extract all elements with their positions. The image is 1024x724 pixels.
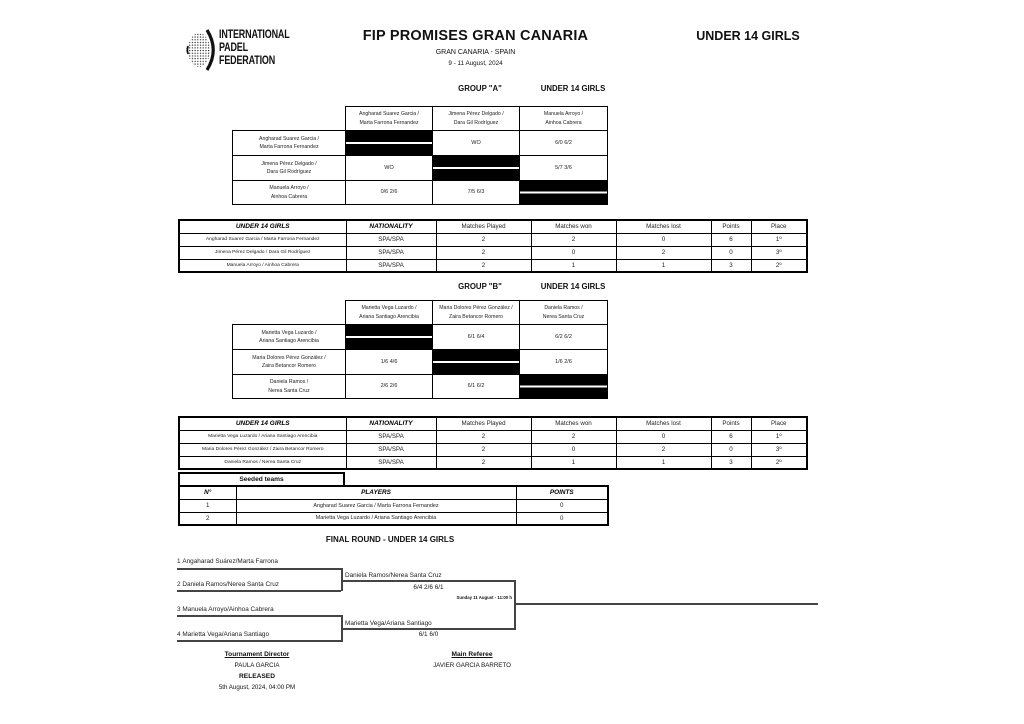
semifinal-1-winner: Daniela Ramos/Nerea Santa Cruz (345, 572, 442, 579)
nationality: SPA/SPA (346, 456, 436, 469)
standings-header: NATIONALITY (346, 417, 436, 430)
seed-points: 0 (516, 512, 608, 525)
event-dates: 9 - 11 August, 2024 (448, 60, 503, 67)
table-row (179, 499, 608, 512)
semifinal-2-winner: Marietta Vega/Ariana Santiago (345, 620, 432, 627)
score-cell: 6/0 6/2 (520, 131, 608, 156)
points: 0 (711, 246, 751, 259)
place: 3º (751, 246, 807, 259)
score-cell: 1/6 4/6 (346, 350, 433, 375)
matches-lost: 2 (616, 246, 711, 259)
matches-won: 2 (531, 233, 616, 246)
table-row (179, 512, 608, 525)
points: 6 (711, 233, 751, 246)
table-row (179, 246, 807, 259)
score-cell: WO (433, 131, 520, 156)
matrix-col-header: Maria Dolores Pérez González / Zaira Betancor Romero (433, 301, 520, 325)
matrix-diagonal-cell (520, 181, 608, 205)
fip-logo (186, 28, 220, 77)
bracket-connector (514, 580, 516, 629)
matrix-col-header: Marietta Vega Luzardo / Ariana Santiago Arencibia (346, 301, 433, 325)
matrix-row-header: Maria Dolores Pérez González / Zaira Betancor Romero (233, 350, 346, 375)
nationality: SPA/SPA (346, 233, 436, 246)
table-row (179, 430, 807, 443)
matrix-corner (233, 107, 346, 131)
category-label: UNDER 14 GIRLS (696, 29, 800, 43)
matches-won: 1 (531, 456, 616, 469)
matches-lost: 1 (616, 456, 711, 469)
seed-number: 1 (179, 499, 236, 512)
padel-racket-icon (186, 28, 220, 72)
matrix-row-header: Angharad Suarez Garcia / Marta Farrona Fernandez (233, 131, 346, 156)
matches-played: 2 (436, 430, 531, 443)
seed-players: Marietta Vega Luzardo / Ariana Santiago Arencibia (236, 512, 516, 525)
bracket-connector (341, 568, 343, 591)
seed-number: 2 (179, 512, 236, 525)
matrix-row-header: Manuela Arroyo / Ainhoa Cabrera (233, 181, 346, 205)
points: 3 (711, 259, 751, 272)
group-b-category: UNDER 14 GIRLS (540, 282, 606, 291)
bracket-connector (341, 615, 343, 642)
score-cell: 2/6 2/6 (346, 375, 433, 399)
score-cell: WO (346, 156, 433, 181)
place: 1º (751, 233, 807, 246)
matches-won: 2 (531, 430, 616, 443)
matrix-diagonal-cell (520, 375, 608, 399)
matrix-diagonal-cell (433, 350, 520, 375)
group-b-matrix (232, 300, 608, 399)
table-row (179, 233, 807, 246)
team-name: Angharad Suarez Garcia / Marta Farrona Fernandez (179, 233, 346, 246)
tournament-director-label: Tournament Director (224, 651, 290, 658)
matches-played: 2 (436, 233, 531, 246)
score-cell: 6/2 6/2 (520, 325, 608, 350)
matrix-row-header: Jimena Pérez Delgado / Dara Gil Rodríguez (233, 156, 346, 181)
matrix-diagonal-cell (346, 131, 433, 156)
header-center (318, 28, 633, 67)
seeded-header-players: PLAYERS (236, 486, 516, 499)
score-cell: 1/6 2/6 (520, 350, 608, 375)
standings-header: Points (711, 417, 751, 430)
nationality: SPA/SPA (346, 430, 436, 443)
team-name: Manuela Arroyo / Ainhoa Cabrera (179, 259, 346, 272)
main-referee-block (412, 651, 532, 669)
main-referee-name: JAVIER GARCIA BARRETO (433, 662, 511, 669)
bracket-line (177, 615, 341, 617)
score-cell: 7/5 6/3 (433, 181, 520, 205)
logo-wordmark (219, 29, 290, 68)
score-cell: 6/1 6/2 (433, 375, 520, 399)
standings-header: Matches Played (436, 220, 531, 233)
table-row (179, 259, 807, 272)
standings-header: Matches won (531, 417, 616, 430)
standings-header: Place (751, 220, 807, 233)
team-name: Marietta Vega Luzardo / Ariana Santiago Arencibia (179, 430, 346, 443)
matches-lost: 1 (616, 259, 711, 272)
matches-won: 0 (531, 246, 616, 259)
group-b-standings (178, 416, 808, 470)
logo-line: PADEL (219, 42, 248, 54)
group-b-label: GROUP "B" (458, 282, 502, 291)
bracket-line (341, 580, 516, 582)
standings-header: Matches lost (616, 220, 711, 233)
bracket-line (177, 590, 341, 592)
seeded-teams-label: Seeded teams (178, 472, 345, 487)
bracket-entry-4: 4 Marietta Vega/Ariana Santiago (177, 631, 270, 638)
matrix-col-header: Jimena Pérez Delgado / Dara Gil Rodríguez (433, 107, 520, 131)
standings-header: Matches lost (616, 417, 711, 430)
place: 3º (751, 443, 807, 456)
points: 3 (711, 456, 751, 469)
standings-header: Matches Played (436, 417, 531, 430)
nationality: SPA/SPA (346, 443, 436, 456)
main-referee-label: Main Referee (451, 651, 493, 658)
place: 1º (751, 430, 807, 443)
standings-header: UNDER 14 GIRLS (179, 220, 346, 233)
score-cell: 6/1 6/4 (433, 325, 520, 350)
points: 6 (711, 430, 751, 443)
page-subtitle: GRAN CANARIA - SPAIN (435, 49, 516, 56)
matrix-col-header: Angharad Suarez Garcia / Marta Farrona Fernandez (346, 107, 433, 131)
score-cell: 5/7 3/6 (520, 156, 608, 181)
tournament-director-block (197, 651, 317, 691)
matches-played: 2 (436, 443, 531, 456)
semifinal-2-score: 6/1 6/0 (418, 631, 439, 638)
matrix-row-header: Marietta Vega Luzardo / Ariana Santiago Arencibia (233, 325, 346, 350)
matches-played: 2 (436, 259, 531, 272)
matches-won: 0 (531, 443, 616, 456)
bracket-entry-2: 2 Daniela Ramos/Nerea Santa Cruz (177, 581, 279, 588)
tournament-director-name: PAULA GARCIA (234, 662, 280, 669)
seeded-header-points: POINTS (516, 486, 608, 499)
nationality: SPA/SPA (346, 259, 436, 272)
bracket-line (177, 640, 341, 642)
matches-won: 1 (531, 259, 616, 272)
final-line (514, 603, 818, 605)
final-round-title: FINAL ROUND - UNDER 14 GIRLS (325, 535, 455, 544)
team-name: Maria Dolores Pérez González / Zaira Betancor Romero (179, 443, 346, 456)
group-a-standings (178, 219, 808, 273)
matches-played: 2 (436, 246, 531, 259)
group-a-category: UNDER 14 GIRLS (540, 84, 606, 93)
logo-line: FEDERATION (219, 55, 276, 67)
standings-header: UNDER 14 GIRLS (179, 417, 346, 430)
matches-played: 2 (436, 456, 531, 469)
matches-lost: 2 (616, 443, 711, 456)
team-name: Jimena Pérez Delgado / Dara Gil Rodríguez (179, 246, 346, 259)
nationality: SPA/SPA (346, 246, 436, 259)
standings-header: Points (711, 220, 751, 233)
bracket-entry-1: 1 Angaharad Suárez/Marta Farrona (177, 558, 278, 565)
group-a-matrix (232, 106, 608, 205)
released-date: 5th August, 2024, 04:00 PM (218, 684, 296, 691)
bracket-entry-3: 3 Manuela Arroyo/Ainhoa Cabrera (177, 606, 274, 613)
final-schedule: Sunday 11 August - 11:00 h (456, 595, 512, 600)
matrix-diagonal-cell (346, 325, 433, 350)
bracket-line (177, 568, 341, 570)
matrix-diagonal-cell (433, 156, 520, 181)
matrix-col-header: Daniela Ramos / Nerea Santa Cruz (520, 301, 608, 325)
score-cell: 0/6 2/6 (346, 181, 433, 205)
place: 2º (751, 456, 807, 469)
seeded-teams-table (178, 485, 609, 526)
standings-header: Place (751, 417, 807, 430)
standings-header: NATIONALITY (346, 220, 436, 233)
bracket-line (341, 628, 516, 630)
page-title: FIP PROMISES GRAN CANARIA (362, 28, 589, 44)
group-a-label: GROUP "A" (458, 84, 502, 93)
matches-lost: 0 (616, 430, 711, 443)
seed-players: Angharad Suarez Garcia / Marta Farrona Fernandez (236, 499, 516, 512)
semifinal-1-score: 6/4 2/6 6/1 (413, 584, 444, 591)
team-name: Daniela Ramos / Nerea Santa Cruz (179, 456, 346, 469)
matrix-row-header: Daniela Ramos / Nerea Santa Cruz (233, 375, 346, 399)
logo-line: INTERNATIONAL (219, 29, 290, 41)
table-row (179, 456, 807, 469)
matrix-col-header: Manuela Arroyo / Ainhoa Cabrera (520, 107, 608, 131)
seed-points: 0 (516, 499, 608, 512)
points: 0 (711, 443, 751, 456)
standings-header: Matches won (531, 220, 616, 233)
place: 2º (751, 259, 807, 272)
matrix-corner (233, 301, 346, 325)
matches-lost: 0 (616, 233, 711, 246)
seeded-header-n: N° (179, 486, 236, 499)
released-label: RELEASED (239, 673, 275, 680)
table-row (179, 443, 807, 456)
